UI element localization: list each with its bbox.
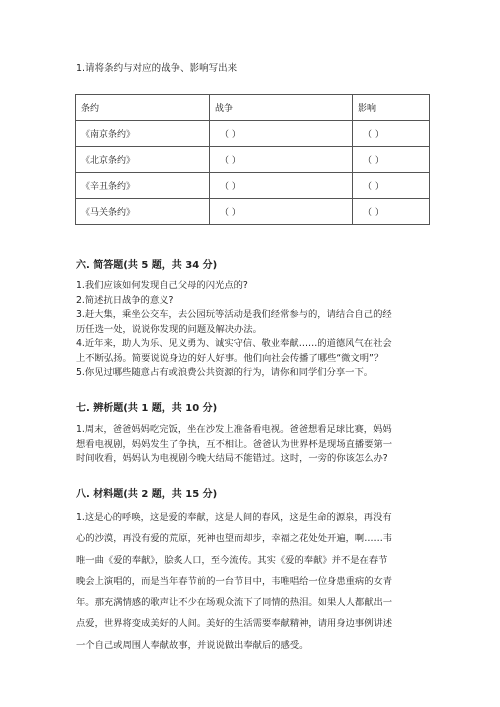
question-line: 历任选一处，说说你发现的问题及解决办法。 <box>76 323 262 335</box>
war-blank: （ ） <box>210 147 353 173</box>
header-treaty: 条约 <box>76 95 210 121</box>
war-blank: （ ） <box>210 173 353 199</box>
table-row <box>76 121 430 147</box>
header-war: 战争 <box>210 95 353 121</box>
question-line: 时间收看，妈妈认为电视剧今晚大结局不能错过。这时，一旁的你该怎么办? <box>76 453 388 464</box>
treaty-name: 《辛丑条约》 <box>76 173 210 199</box>
paragraph-line: 唯一曲《爱的奉献》，脍炙人口，至今流传。其实《爱的奉献》并不是在春节 <box>76 554 388 566</box>
table-header-row <box>76 95 430 121</box>
war-blank: （ ） <box>210 121 353 147</box>
paragraph-line: 点爱，世界将变成美好的人间。美好的生活需要奉献精神，请用身边事例讲述 <box>76 618 393 630</box>
question-line: 1.我们应该如何发现自己父母的闪光点的? <box>76 280 248 291</box>
question-line: 想看电视剧，妈妈发生了争执，互不相让。爸爸认为世界杯是现场直播要第一 <box>76 438 393 450</box>
treaty-name: 《马关条约》 <box>76 199 210 225</box>
paragraph-line: 1.这是心的呼唤，这是爱的奉献，这是人间的春风，这是生命的源泉，再没有 <box>76 512 392 523</box>
war-blank: （ ） <box>210 199 353 225</box>
impact-blank: （ ） <box>353 147 430 173</box>
paragraph-line: 心的沙漠，再没有爱的荒原，死神也望而却步，幸福之花处处开遍，啊……韦 <box>76 533 393 545</box>
question-line: 4.近年来，助人为乐、见义勇为、诚实守信、敬业奉献……的道德风气在社会 <box>76 338 392 349</box>
impact-blank: （ ） <box>353 199 430 225</box>
paragraph-line: 年。那充满情感的歌声让不少在场观众流下了同情的热泪。如果人人都献出一 <box>76 597 393 609</box>
section-title-material: 八. 材料题(共 2 题，共 15 分) <box>76 489 218 500</box>
question-line: 3.赶大集，乘坐公交车，去公园玩等活动是我们经常参与的，请结合自己的经 <box>76 309 392 320</box>
section-title-short-answer: 六. 简答题(共 5 题，共 34 分) <box>76 260 218 271</box>
impact-blank: （ ） <box>353 121 430 147</box>
table-row <box>76 199 430 225</box>
question-line: 上不断弘扬。简要说说身边的好人好事。他们向社会传播了哪些“微文明”？ <box>76 352 384 364</box>
paragraph-line: 晚会上演唱的，而是当年春节前的一台节目中，韦唯唱给一位身患重病的女青 <box>76 575 393 587</box>
question-line: 5.你见过哪些随意占有或浪费公共资源的行为，请你和同学们分享一下。 <box>76 367 374 378</box>
question-intro: 1.请将条约与对应的战争、影响写出来 <box>76 63 238 74</box>
treaty-name: 《南京条约》 <box>76 121 210 147</box>
section-title-analysis: 七. 辨析题(共 1 题，共 10 分) <box>76 403 218 414</box>
material-paragraph <box>76 507 436 656</box>
treaty-table <box>75 94 430 225</box>
impact-blank: （ ） <box>353 173 430 199</box>
table-row <box>76 173 430 199</box>
question-line: 2.简述抗日战争的意义? <box>76 294 174 306</box>
question-line: 1.周末，爸爸妈妈吃完饭，坐在沙发上准备看电视。爸爸想看足球比赛，妈妈 <box>76 424 392 435</box>
paragraph-line: 一个自己或周围人奉献故事，并说说做出奉献后的感受。 <box>76 639 309 651</box>
treaty-name: 《北京条约》 <box>76 147 210 173</box>
table-row <box>76 147 430 173</box>
header-impact: 影响 <box>353 95 430 121</box>
